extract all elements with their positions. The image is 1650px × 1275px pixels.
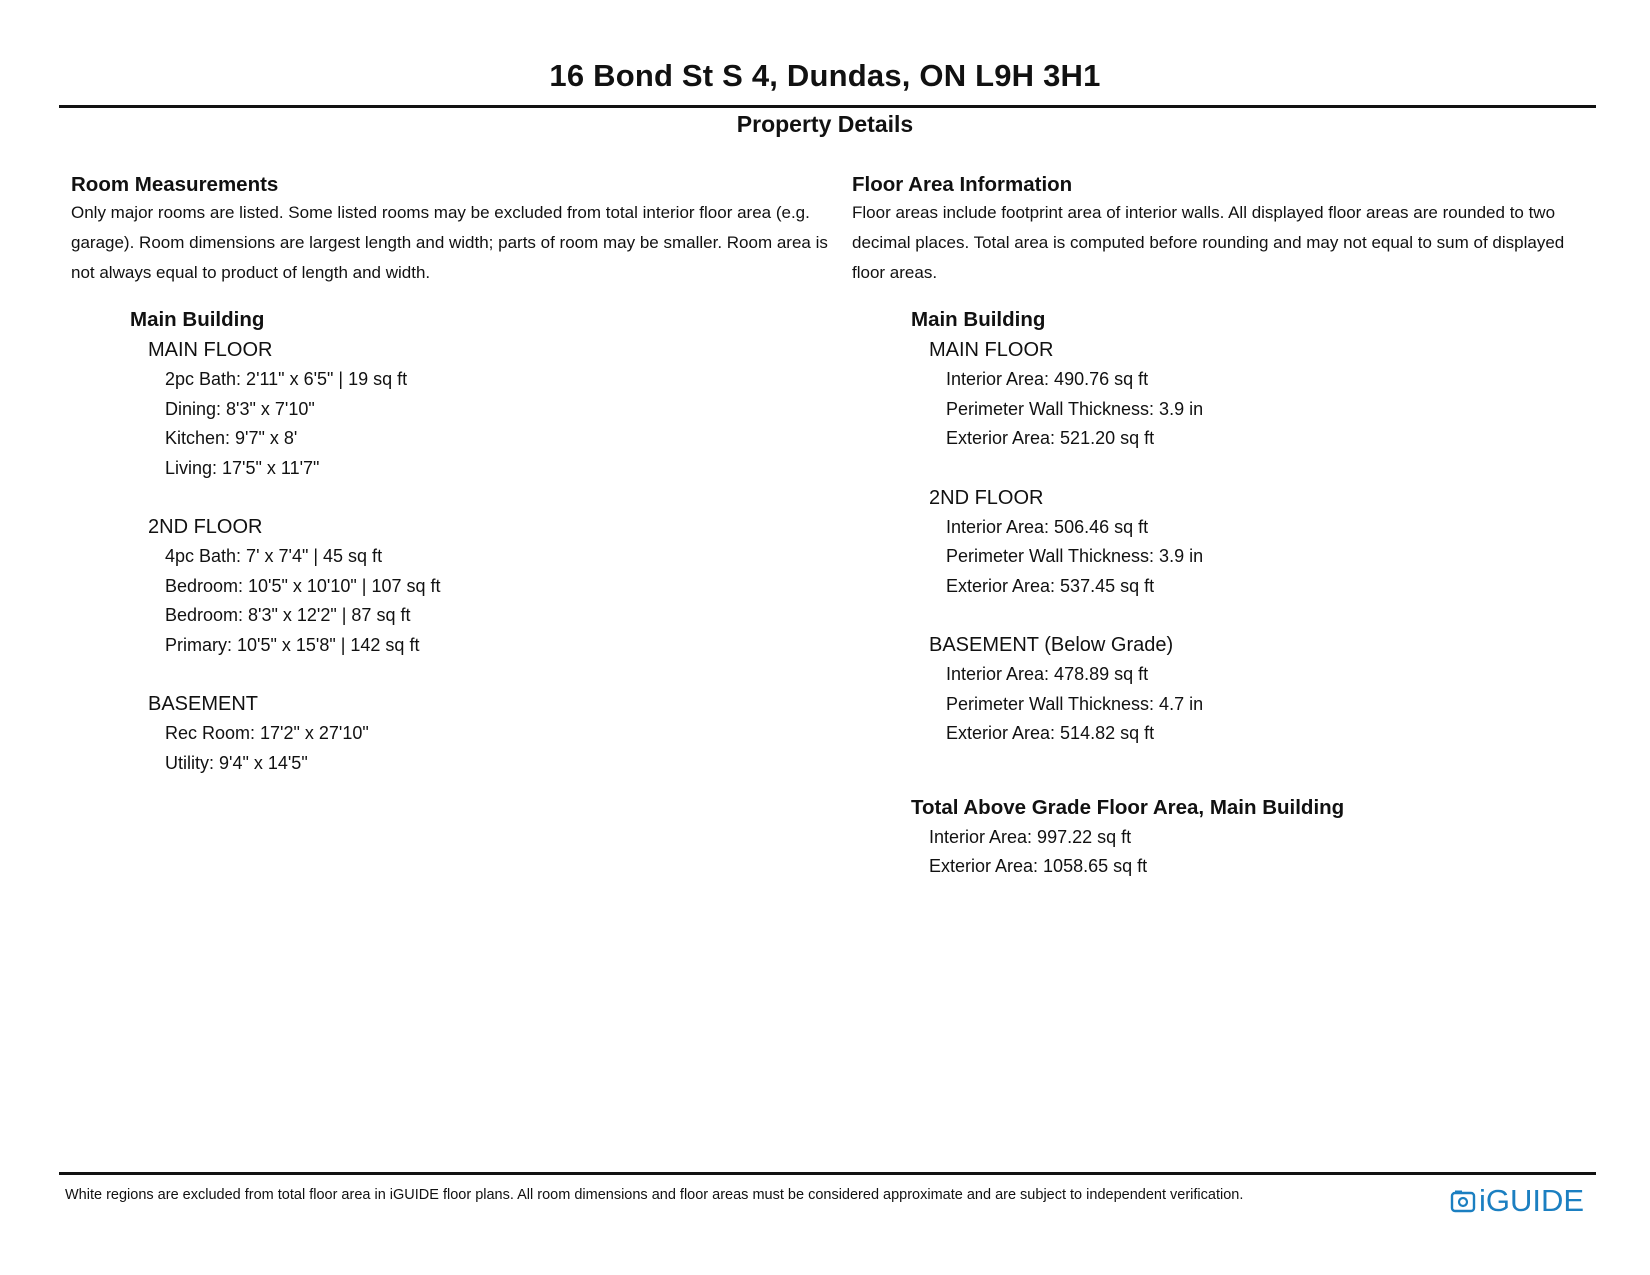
room-item: Rec Room: 17'2" x 27'10" — [165, 723, 369, 743]
footer-note: White regions are excluded from total floor area in iGUIDE floor plans. All room dimensions and floor areas must be considered approximate and are subject to independent verification. — [65, 1187, 1244, 1203]
room-item: 2pc Bath: 2'11" x 6'5" | 19 sq ft — [165, 369, 408, 389]
room-item: Utility: 9'4" x 14'5" — [165, 752, 308, 773]
room-item: Bedroom: 8'3" x 12'2" | 87 sq ft — [165, 605, 411, 625]
room-measurements-intro: Only major rooms are listed. Some listed rooms may be excluded from total interior floor area (e.g. garage). Room dimensions are largest length and width; parts of room may be smaller. Room area is not always equal to product of length and width. — [71, 203, 828, 282]
logo-text: iGUIDE — [1479, 1183, 1585, 1218]
area-item: Perimeter Wall Thickness: 3.9 in — [946, 398, 1204, 419]
area-item: Perimeter Wall Thickness: 3.9 in — [946, 546, 1204, 566]
room-item: Living: 17'5" x 11'7" — [165, 457, 320, 478]
area-item: Interior Area: 490.76 sq ft — [946, 369, 1149, 389]
page-title: 16 Bond St S 4, Dundas, ON L9H 3H1 — [549, 58, 1101, 93]
area-item: Exterior Area: 521.20 sq ft — [946, 428, 1155, 448]
area-item: Exterior Area: 537.45 sq ft — [946, 575, 1155, 596]
room-floor-main — [130, 335, 831, 483]
area-item: Interior Area: 478.89 sq ft — [946, 664, 1149, 684]
room-item: Primary: 10'5" x 15'8" | 142 sq ft — [165, 634, 420, 655]
area-building — [852, 305, 1602, 749]
room-measurements-section — [71, 172, 831, 807]
building-title: Main Building — [130, 308, 265, 331]
building-title: Main Building — [911, 308, 1046, 331]
room-floor-2nd — [130, 512, 831, 660]
floor-name: BASEMENT (Below Grade) — [929, 634, 1174, 656]
floor-area-section — [852, 172, 1602, 882]
area-item: Perimeter Wall Thickness: 4.7 in — [946, 693, 1204, 714]
floor-name: BASEMENT — [148, 693, 259, 715]
floor-area-intro: Floor areas include footprint area of interior walls. All displayed floor areas are rounded to two decimal places. Total area is computed before rounding and may not equal to sum of displayed floor areas. — [852, 203, 1565, 282]
header-divider — [59, 105, 1596, 108]
area-item: Exterior Area: 514.82 sq ft — [946, 723, 1155, 743]
footer-divider — [59, 1172, 1596, 1175]
total-area-block — [852, 793, 1602, 882]
room-building — [71, 305, 831, 778]
area-floor-2nd — [911, 483, 1602, 602]
iguide-logo — [1450, 1180, 1584, 1222]
camera-icon — [1450, 1188, 1476, 1214]
room-item: 4pc Bath: 7' x 7'4" | 45 sq ft — [165, 546, 383, 566]
floor-name: 2ND FLOOR — [929, 486, 1044, 509]
floor-name: MAIN FLOOR — [148, 339, 273, 361]
total-area-item: Interior Area: 997.22 sq ft — [929, 826, 1132, 847]
room-item: Kitchen: 9'7" x 8' — [165, 428, 298, 448]
total-area-item: Exterior Area: 1058.65 sq ft — [929, 856, 1148, 876]
page-subtitle: Property Details — [736, 111, 914, 137]
room-floor-basement — [130, 689, 831, 778]
floor-area-heading: Floor Area Information — [852, 173, 1073, 196]
floor-name: MAIN FLOOR — [929, 339, 1054, 361]
area-floor-basement — [911, 630, 1602, 749]
area-item: Interior Area: 506.46 sq ft — [946, 516, 1149, 537]
room-item: Dining: 8'3" x 7'10" — [165, 398, 315, 419]
area-floor-main — [911, 335, 1602, 454]
floor-name: 2ND FLOOR — [148, 516, 263, 538]
total-area-title: Total Above Grade Floor Area, Main Building — [911, 795, 1345, 819]
room-measurements-heading: Room Measurements — [71, 173, 279, 196]
room-item: Bedroom: 10'5" x 10'10" | 107 sq ft — [165, 575, 441, 596]
